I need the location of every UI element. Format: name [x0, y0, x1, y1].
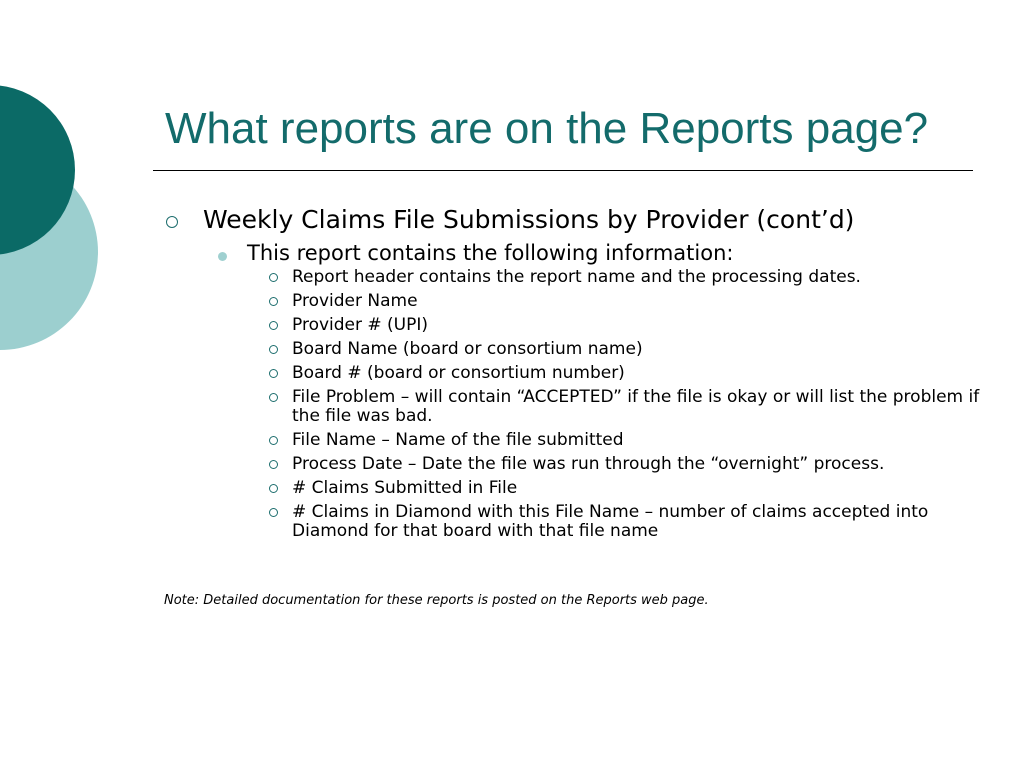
hollow-circle-bullet-icon [269, 321, 278, 330]
list-item [292, 388, 982, 426]
filled-circle-bullet-icon [218, 252, 227, 261]
level2-bullet-text: This report contains the following information: [247, 241, 734, 265]
hollow-circle-bullet-icon [269, 393, 278, 402]
list-item [292, 292, 982, 311]
report-fields-list [292, 268, 982, 546]
list-item-text: Provider # (UPI) [292, 315, 429, 335]
list-item-text: # Claims Submitted in File [292, 478, 518, 498]
title-divider [153, 170, 973, 171]
list-item [292, 479, 982, 498]
list-item-text: Board # (board or consortium number) [292, 363, 625, 383]
level1-bullet-text: Weekly Claims File Submissions by Provider (cont’d) [203, 205, 855, 234]
hollow-circle-bullet-icon [269, 484, 278, 493]
list-item [292, 340, 982, 359]
hollow-circle-bullet-icon [269, 345, 278, 354]
list-item-text: Provider Name [292, 291, 418, 311]
hollow-circle-bullet-icon [269, 273, 278, 282]
hollow-circle-bullet-icon [269, 297, 278, 306]
hollow-circle-bullet-icon [269, 508, 278, 517]
list-item-text: Report header contains the report name and the processing dates. [292, 267, 861, 287]
list-item [292, 268, 982, 287]
list-item-text: Process Date – Date the file was run through the “overnight” process. [292, 454, 885, 474]
list-item [292, 503, 982, 541]
list-item-text: # Claims in Diamond with this File Name – number of claims accepted into Diamond for that board with that file name [292, 502, 929, 541]
footnote: Note: Detailed documentation for these reports is posted on the Reports web page. [164, 593, 709, 608]
list-item [292, 455, 982, 474]
list-item-text: Board Name (board or consortium name) [292, 339, 643, 359]
list-item-text: File Name – Name of the file submitted [292, 430, 624, 450]
hollow-circle-bullet-icon [269, 460, 278, 469]
decorative-circles [0, 0, 110, 420]
list-item [292, 316, 982, 335]
list-item [292, 364, 982, 383]
hollow-circle-bullet-icon [269, 369, 278, 378]
hollow-circle-bullet-icon [166, 216, 178, 228]
hollow-circle-bullet-icon [269, 436, 278, 445]
slide-title: What reports are on the Reports page? [165, 104, 929, 153]
list-item [292, 431, 982, 450]
list-item-text: File Problem – will contain “ACCEPTED” if the file is okay or will list the problem if the file was bad. [292, 387, 980, 426]
